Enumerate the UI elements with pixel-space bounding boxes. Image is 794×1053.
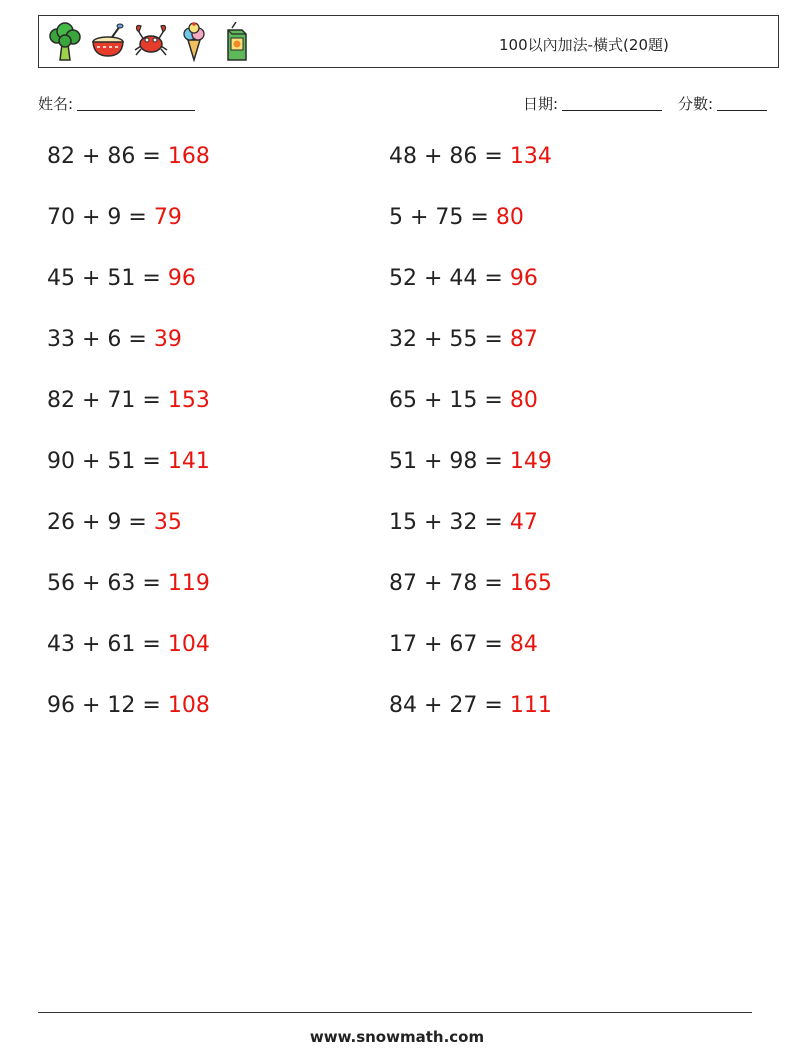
juice-box-icon	[219, 21, 255, 63]
problem-question: 15 + 32 =	[389, 510, 510, 535]
problem-answer: 134	[509, 144, 552, 169]
problem-question: 90 + 51 =	[47, 449, 168, 474]
problem-item	[389, 327, 538, 352]
problem-question: 26 + 9 =	[47, 510, 154, 535]
problem-answer: 96	[167, 266, 196, 291]
header-icons	[47, 21, 262, 63]
problem-question: 96 + 12 =	[47, 693, 168, 718]
problem-question: 82 + 71 =	[47, 388, 168, 413]
problem-question: 84 + 27 =	[389, 693, 510, 718]
problem-item	[47, 449, 210, 474]
problem-answer: 47	[509, 510, 538, 535]
problem-item	[47, 571, 210, 596]
problem-item	[389, 510, 538, 535]
problem-item	[389, 571, 552, 596]
problem-answer: 35	[153, 510, 182, 535]
problem-item	[389, 693, 552, 718]
bowl-icon	[90, 21, 126, 63]
problem-question: 45 + 51 =	[47, 266, 168, 291]
problem-item	[47, 266, 196, 291]
footer-divider	[38, 1012, 752, 1013]
problem-item	[389, 205, 524, 230]
problem-answer: 108	[167, 693, 210, 718]
problem-answer: 153	[167, 388, 210, 413]
problem-question: 87 + 78 =	[389, 571, 510, 596]
footer-site: www.snowmath.com	[309, 1028, 485, 1046]
problem-question: 65 + 15 =	[389, 388, 510, 413]
problem-answer: 165	[509, 571, 552, 596]
problem-item	[389, 144, 552, 169]
problem-item	[389, 266, 538, 291]
problem-question: 5 + 75 =	[389, 205, 496, 230]
problem-question: 43 + 61 =	[47, 632, 168, 657]
problem-answer: 119	[167, 571, 210, 596]
score-blank[interactable]	[717, 97, 767, 111]
worksheet-title: 100以內加法-橫式(20題)	[499, 36, 669, 54]
problem-item	[389, 449, 552, 474]
problem-answer: 87	[509, 327, 538, 352]
problem-answer: 79	[153, 205, 182, 230]
score-field	[678, 93, 767, 114]
problem-question: 52 + 44 =	[389, 266, 510, 291]
problem-question: 51 + 98 =	[389, 449, 510, 474]
name-blank[interactable]	[77, 97, 195, 111]
problem-question: 56 + 63 =	[47, 571, 168, 596]
date-label: 日期:	[523, 95, 559, 113]
problem-answer: 96	[509, 266, 538, 291]
problem-answer: 149	[509, 449, 552, 474]
problem-answer: 39	[153, 327, 182, 352]
problem-answer: 80	[495, 205, 524, 230]
problem-answer: 80	[509, 388, 538, 413]
date-field	[523, 93, 662, 114]
problem-item	[47, 205, 182, 230]
problem-question: 17 + 67 =	[389, 632, 510, 657]
problem-answer: 141	[167, 449, 210, 474]
problem-item	[47, 693, 210, 718]
problem-item	[47, 510, 182, 535]
problem-item	[389, 388, 538, 413]
problem-question: 48 + 86 =	[389, 144, 510, 169]
problem-item	[389, 632, 538, 657]
problem-question: 70 + 9 =	[47, 205, 154, 230]
problem-answer: 104	[167, 632, 210, 657]
date-blank[interactable]	[562, 97, 662, 111]
problem-item	[47, 388, 210, 413]
broccoli-icon	[47, 21, 83, 63]
problem-answer: 168	[167, 144, 210, 169]
name-field	[38, 93, 195, 114]
crab-icon	[133, 21, 169, 63]
problem-item	[47, 144, 210, 169]
problem-question: 32 + 55 =	[389, 327, 510, 352]
problem-item	[47, 632, 210, 657]
header-box	[38, 15, 779, 68]
name-label: 姓名:	[38, 95, 74, 113]
problem-question: 82 + 86 =	[47, 144, 168, 169]
problem-item	[47, 327, 182, 352]
problem-answer: 84	[509, 632, 538, 657]
problem-question: 33 + 6 =	[47, 327, 154, 352]
score-label: 分數:	[678, 95, 714, 113]
problem-answer: 111	[509, 693, 552, 718]
ice-cream-icon	[176, 21, 212, 63]
